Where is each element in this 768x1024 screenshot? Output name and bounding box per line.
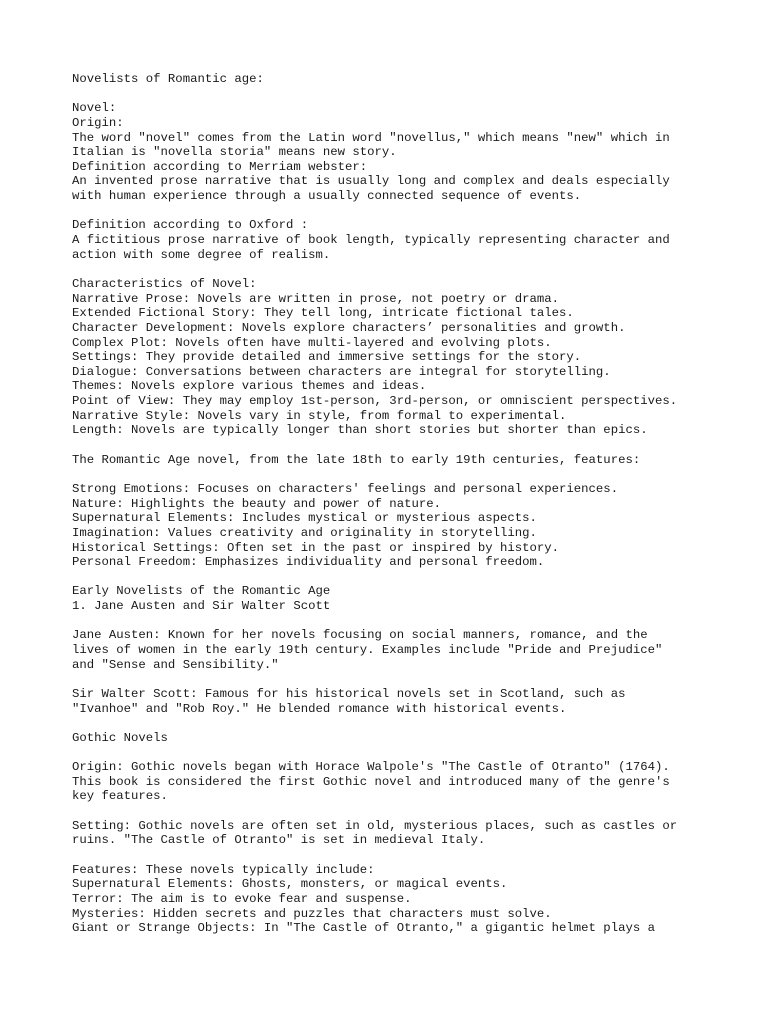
text-line: action with some degree of realism. bbox=[72, 247, 331, 262]
text-line: Narrative Prose: Novels are written in prose, not poetry or drama. bbox=[72, 291, 560, 306]
text-line: Historical Settings: Often set in the past or inspired by history. bbox=[72, 540, 560, 555]
text-line: Settings: They provide detailed and immersive settings for the story. bbox=[72, 350, 582, 365]
text-line: ruins. "The Castle of Otranto" is set in medieval Italy. bbox=[72, 833, 486, 848]
text-line: Length: Novels are typically longer than short stories but shorter than epics. bbox=[72, 423, 648, 438]
text-line: Strong Emotions: Focuses on characters' feelings and personal experiences. bbox=[72, 481, 619, 496]
text-line: Giant or Strange Objects: In "The Castle of Otranto," a gigantic helmet plays a bbox=[72, 921, 655, 936]
text-line: Supernatural Elements: Includes mystical or mysterious aspects. bbox=[72, 511, 537, 526]
text-line: Complex Plot: Novels often have multi-layered and evolving plots. bbox=[72, 335, 552, 350]
blank-line bbox=[72, 438, 752, 453]
text-line: An invented prose narrative that is usually long and complex and deals especially bbox=[72, 174, 670, 189]
text-line: Early Novelists of the Romantic Age bbox=[72, 584, 331, 599]
blank-line bbox=[72, 87, 752, 102]
blank-line bbox=[72, 848, 752, 863]
text-line: Character Development: Novels explore characters’ personalities and growth. bbox=[72, 320, 626, 335]
text-line: Supernatural Elements: Ghosts, monsters, or magical events. bbox=[72, 877, 508, 892]
document-page bbox=[72, 72, 752, 936]
text-line: Mysteries: Hidden secrets and puzzles that characters must solve. bbox=[72, 906, 552, 921]
text-line: Extended Fictional Story: They tell long, intricate fictional tales. bbox=[72, 306, 574, 321]
text-line: Sir Walter Scott: Famous for his historical novels set in Scotland, such as bbox=[72, 686, 626, 701]
blank-line bbox=[72, 745, 752, 760]
text-line: Setting: Gothic novels are often set in old, mysterious places, such as castles or bbox=[72, 818, 678, 833]
blank-line bbox=[72, 614, 752, 629]
text-line: and "Sense and Sensibility." bbox=[72, 657, 279, 672]
text-line: Origin: bbox=[72, 115, 124, 130]
text-line: 1. Jane Austen and Sir Walter Scott bbox=[72, 599, 331, 614]
text-line: key features. bbox=[72, 789, 168, 804]
text-line: Novel: bbox=[72, 101, 117, 116]
text-line: Definition according to Oxford : bbox=[72, 218, 309, 233]
text-line: Definition according to Merriam webster: bbox=[72, 159, 368, 174]
text-line: Narrative Style: Novels vary in style, from formal to experimental. bbox=[72, 408, 567, 423]
text-line: Dialogue: Conversations between characters are integral for storytelling. bbox=[72, 364, 611, 379]
blank-line bbox=[72, 262, 752, 277]
text-line: Characteristics of Novel: bbox=[72, 276, 257, 291]
text-line: Jane Austen: Known for her novels focusing on social manners, romance, and the bbox=[72, 628, 648, 643]
text-line: This book is considered the first Gothic novel and introduced many of the genre's bbox=[72, 774, 670, 789]
text-line: A fictitious prose narrative of book length, typically representing character and bbox=[72, 233, 670, 248]
blank-line bbox=[72, 204, 752, 219]
text-line: Gothic Novels bbox=[72, 730, 168, 745]
text-line: Themes: Novels explore various themes and ideas. bbox=[72, 379, 427, 394]
text-line: Imagination: Values creativity and originality in storytelling. bbox=[72, 525, 537, 540]
text-line: Personal Freedom: Emphasizes individuality and personal freedom. bbox=[72, 555, 545, 570]
text-line: Point of View: They may employ 1st-person, 3rd-person, or omniscient perspectives. bbox=[72, 394, 678, 409]
blank-line bbox=[72, 467, 752, 482]
blank-line bbox=[72, 570, 752, 585]
text-line: lives of women in the early 19th century. Examples include "Pride and Prejudice" bbox=[72, 642, 663, 657]
text-line: Novelists of Romantic age: bbox=[72, 72, 264, 86]
text-line: Origin: Gothic novels began with Horace Walpole's "The Castle of Otranto" (1764). bbox=[72, 760, 670, 775]
text-line: The Romantic Age novel, from the late 18th to early 19th centuries, features: bbox=[72, 452, 641, 467]
text-line: The word "novel" comes from the Latin word "novellus," which means "new" which in bbox=[72, 130, 670, 145]
text-line: Nature: Highlights the beauty and power of nature. bbox=[72, 496, 441, 511]
text-line: Italian is "novella storia" means new story. bbox=[72, 145, 397, 160]
blank-line bbox=[72, 672, 752, 687]
text-line: with human experience through a usually connected sequence of events. bbox=[72, 189, 582, 204]
blank-line bbox=[72, 716, 752, 731]
blank-line bbox=[72, 804, 752, 819]
text-line: Features: These novels typically include: bbox=[72, 862, 375, 877]
text-line: "Ivanhoe" and "Rob Roy." He blended romance with historical events. bbox=[72, 701, 567, 716]
text-line: Terror: The aim is to evoke fear and suspense. bbox=[72, 891, 412, 906]
